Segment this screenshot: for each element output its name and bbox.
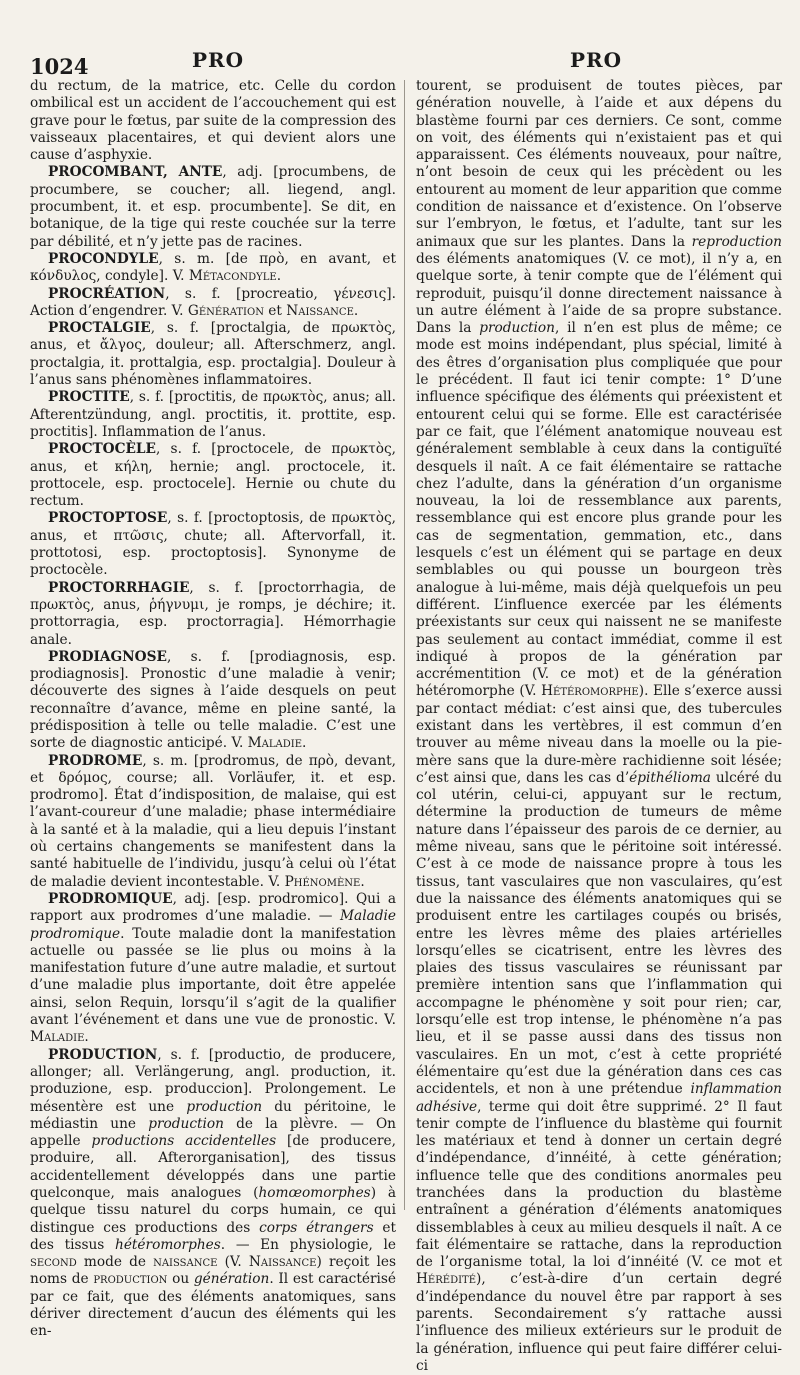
entry-text: du péritoine, le médiastin une xyxy=(30,1098,396,1132)
entry-text: mode de xyxy=(76,1254,154,1271)
entry-text: production xyxy=(148,1115,224,1132)
entry-text: , adj. [esp. prodromico]. Qui a rapport aux prodromes d’une maladie. — xyxy=(30,890,396,925)
entry-text: tourent, se produisent de toutes pièces, par génération nouvelle, à l’aide et aux dépens du blastème fourni par ces derniers. Ce sont, comme on voit, des éléments qui n’existaient pas et qui apparaissent. Ces éléments nouveaux, pour naître, n’ont besoin de ceux qui les précèdent ou les entourent au moment de leur apparition que comme condition de naissance et d’existence. On l’observe sur l’embryon, le fœtus, et l’adulte, tant sur les animaux que sur les plantes. Dans la xyxy=(416,78,782,250)
dictionary-entry xyxy=(30,753,396,891)
entry-headword: PROCRÉATION xyxy=(48,285,166,302)
entry-headword: PRODROMIQUE xyxy=(48,890,173,907)
entry-text: ), c’est-à-dire d’un certain degré d’indépendance du nouvel être par rapport à ses parents. Secondairement s’y rattache aussi l’influence des milieux extérieurs sur le produit de la génération, influence qui peut faire différer celui-ci xyxy=(416,1271,782,1374)
entry-text: , s. f. [proctoptosis, de πρωκτὸς, anus, et πτῶσις, chute; all. Aftervorfall, it. prottotosi, esp. proctoptosis]. Synonyme de proctocèle. xyxy=(30,510,396,579)
entry-text: , il n’en est plus de même; ce mode est moins indépendant, plus spécial, limité à des êtres d’organisation plus compliquée que pour le précédent. Il faut ici tenir compte: 1° D’une influence spécifique des éléments qui préexistent et entourent celui qui se forme. Elle est caractérisée par ce fait, que l’élément anatomique nouveau est généralement semblable à ceux dans la contiguïté desquels il naît. A ce fait élémentaire se rattache chez l’adulte, dans la génération d’un organisme nouveau, la loi de ressemblance aux parents, ressemblance qui est encore plus grande pour les cas de segmentation, gemmation, etc., dans lesquels c’est un élément qui se partage en deux semblables ou qui pousse un bourgeon très analogue à lui-même, mais déjà quelquefois un peu différent. L’influence exercée par les éléments préexistants sur ceux qui naissent ne se manifeste pas seulement au contact immédiat, comme il est indiqué à propos de la génération par accrémentition (V. ce mot) et de la génération hétéromorphe (V. xyxy=(416,320,782,700)
running-head-left: PRO xyxy=(192,48,245,72)
entry-text: Métacondyle xyxy=(188,268,277,285)
entry-text: ) à quelque tissu naturel du corps humain, ce qui distingue ces productions des xyxy=(30,1185,396,1236)
entry-text: ou xyxy=(167,1271,194,1288)
entry-text: , s. f. [productio, de producere, allonger; all. Verlängerung, angl. production, it. produzione, esp. produccion]. Prolongement. Le mésentère est une xyxy=(30,1046,396,1115)
entry-text: . xyxy=(353,302,359,319)
entry-headword: PRODUCTION xyxy=(48,1046,158,1063)
entry-text: homœomorphes xyxy=(258,1185,371,1201)
dictionary-entry xyxy=(30,441,396,510)
entry-text: (V. xyxy=(217,1254,249,1271)
right-column xyxy=(416,78,782,1375)
entry-headword: PROCTOPTOSE xyxy=(48,510,168,527)
left-column xyxy=(30,78,396,1341)
entry-text: . Il est caractérisé par ce fait, que des éléments anatomiques, sans dériver directement d’aucun des éléments qui les en- xyxy=(30,1271,396,1340)
dictionary-entry xyxy=(30,389,396,441)
entry-text: corps étrangers xyxy=(259,1219,374,1236)
continued-paragraph xyxy=(416,78,782,1375)
entry-text: reproduction xyxy=(691,233,782,250)
entry-text: ulcéré du col utérin, celui-ci, appuyant sur le rectum, détermine la production de tumeurs de même nature dans l’épaisseur des parois de ce dernier, au même niveau, sans que le péritoine soit intéressé. C’est à ce mode de naissance propre à tous les tissus, tant vasculaires que non vasculaires, qu’est due la naissance des éléments anatomiques qui se produisent entre les cartilages coupés ou brisés, entre les lèvres même des plaies artérielles lorsqu’elles se cicatrisent, entre les lèvres des plaies des tissus vasculaires se réunissant par première intention sans que l’inflammation qui accompagne le phénomène y soit pour rien; car, lorsqu’elle est trop intense, le phénomène n’a pas lieu, et il se passe aussi dans des tissus non vasculaires. En un mot, c’est à cette propriété élémentaire qu’est due la génération dans ces cas accidentels, et non à une prétendue xyxy=(416,769,782,1098)
entry-text: des éléments anatomiques (V. ce mot), il n’y a, en quelque sorte, à tenir compte que de l’élément qui reproduit, puisqu’il donne directement naissance à un autre élément à l’aide de sa propre substance. Dans la xyxy=(416,250,782,337)
dictionary-entry xyxy=(30,286,396,321)
dictionary-entry xyxy=(30,891,396,1047)
entry-text: et xyxy=(263,302,287,319)
entry-text: Maladie prodromique xyxy=(30,908,396,942)
dictionary-entry xyxy=(30,1047,396,1341)
entry-text: Hérédité xyxy=(416,1271,477,1288)
entry-text: Phénomène xyxy=(284,873,361,890)
entry-text: , terme qui doit être supprimé. 2° Il faut tenir compte de l’influence du blastème qui fournit les matériaux et tend à donner un certain degré d’indépendance, d’innéité, à cette génération; influence telle que des conditions anormales peu tranchées dans la production du blastème entraînent a génération d’éléments anatomiques dissemblables à ceux au milieu desquels il naît. A ce fait élémentaire se rattache, dans la reproduction de l’organisme total, la loi d’innéité (V. ce mot et xyxy=(416,1098,782,1271)
entry-headword: PROCTOCÈLE xyxy=(48,441,156,458)
entry-headword: PROCOMBANT, ANTE xyxy=(48,164,223,181)
entry-text: naissance xyxy=(153,1254,218,1271)
entry-text: de la plèvre. — On appelle xyxy=(30,1115,396,1150)
entry-text: ) reçoit les noms de xyxy=(30,1254,396,1288)
entry-text: [de producere, produire, all. Afterorganisation], des tissus accidentellement développés dans une partie quelconque, mais analogues ( xyxy=(30,1133,396,1201)
entry-text: production xyxy=(186,1098,263,1115)
dictionary-entry xyxy=(30,164,396,250)
entry-text: . xyxy=(302,735,307,752)
entry-headword: PROCTORRHAGIE xyxy=(48,579,190,596)
page-number: 1024 xyxy=(30,54,89,79)
dictionary-entry xyxy=(30,510,396,579)
entry-text: Hétéromorphe xyxy=(541,683,639,700)
entry-text: , s. f. [proctocele, de πρωκτὸς, anus, et κήλη, hernie; angl. proctocele, it. prottocele, esp. proctocele]. Hernie ou chute du rectum. xyxy=(30,441,396,510)
entry-text: inflammation adhésive xyxy=(416,1081,782,1115)
dictionary-entry xyxy=(30,251,396,286)
entry-text: , adj. [procumbens, de procumbere, se coucher; all. liegend, angl. procumbent, it. et esp. procumbente]. Se dit, en botanique, de la tige qui reste couchée sur la terre par débilité, et n’y jette pas de racines. xyxy=(30,164,397,250)
entry-text: second xyxy=(30,1254,77,1271)
dictionary-entry xyxy=(30,580,396,649)
continued-paragraph xyxy=(30,78,396,164)
entry-text: . xyxy=(360,873,365,890)
entry-headword: PROCTALGIE xyxy=(48,320,151,337)
entry-text: , s. f. [proctalgia, de πρωκτὸς, anus, et ἄλγος, douleur; all. Afterschmerz, angl. proctalgia, it. prottalgia, esp. proctalgia]. Douleur à l’anus sans phénomènes inflammatoires. xyxy=(30,320,396,389)
entry-text: . — En physiologie, le xyxy=(220,1236,396,1253)
entry-text: production xyxy=(479,320,555,337)
entry-text: épithélioma xyxy=(629,769,711,786)
entry-text: et des tissus xyxy=(30,1219,396,1253)
entry-text: , s. f. [prodiagnosis, esp. prodiagnosis]. Pronostic d’une maladie à venir; découverte des signes à l’aide desquels on peut reconnaître d’avance, même en pleine santé, la prédisposition à telle ou telle maladie. C’est une sorte de diagnostic anticipé. V. xyxy=(30,648,396,752)
running-head-right: PRO xyxy=(570,48,623,72)
entry-text: Naissance xyxy=(248,1254,317,1271)
entry-text: . xyxy=(276,268,282,285)
entry-headword: PROCTITE xyxy=(48,389,130,406)
dictionary-entry xyxy=(30,320,396,389)
entry-text: Maladie xyxy=(247,735,303,752)
entry-text: productions accidentelles xyxy=(91,1133,277,1150)
entry-headword: PRODROME xyxy=(48,752,143,769)
entry-text: Génération xyxy=(187,302,264,319)
entry-headword: PROCONDYLE xyxy=(48,250,159,267)
entry-text: ). Elle s’exerce aussi par contact médiat: c’est ainsi que, des tubercules existant dans les vertèbres, il est commun d’en trouver au même niveau dans la moelle ou la pie-mère sans que la dure-mère rachidienne soit lésée; c’est ainsi que, dans les cas d’ xyxy=(416,683,782,786)
entry-text: génération xyxy=(193,1271,270,1288)
entry-text: , s. f. [proctorrhagia, de πρωκτὸς, anus, ῥήγνυμι, je romps, je déchire; it. prottorragia, esp. proctorragia]. Hémorrhagie anale. xyxy=(30,579,396,648)
entry-text: hétéromorphes xyxy=(115,1236,221,1253)
entry-text: Naissance xyxy=(286,302,354,319)
entry-text: . Toute maladie dont la manifestation actuelle ou passée se lie plus ou moins à la manifestation future d’une autre maladie, et surtout d’une maladie plus importante, doit être appelée ainsi, selon Requin, lorsqu’il s’agit de la qualifier avant l’événement et dans une vue de pronostic. V. xyxy=(30,925,396,1029)
column-divider xyxy=(404,80,405,1210)
entry-headword: PRODIAGNOSE xyxy=(48,648,167,665)
dictionary-entry xyxy=(30,649,396,753)
entry-text: production xyxy=(93,1271,168,1288)
entry-text: , s. m. [prodromus, de πρὸ, devant, et δρόμος, course; all. Vorläufer, it. et esp. prodromo]. État d’indisposition, de malaise, qui est l’avant-coureur d’une maladie; phase intermédiaire à la santé et à la maladie, qui a lieu depuis l’instant où certains changements se manifestent dans la santé habituelle de l’individu, jusqu’à celui où l’état de maladie devient incontestable. V. xyxy=(30,752,396,890)
entry-text: Maladie xyxy=(30,1029,85,1046)
page-header xyxy=(30,48,782,78)
entry-text: . xyxy=(84,1029,89,1046)
entry-text: , s. f. [proctitis, de πρωκτὸς, anus; all. Afterentzündung, angl. proctitis, it. prottite, esp. proctitis]. Inflammation de l’anus. xyxy=(30,389,396,440)
entry-text: , s. f. [procreatio, γένεσις]. Action d’engendrer. V. xyxy=(30,285,396,319)
entry-text: , s. m. [de πρὸ, en avant, et κόνδυλος, condyle]. V. xyxy=(30,250,396,285)
entry-text: du rectum, de la matrice, etc. Celle du cordon ombilical est un accident de l’accouchement qui est grave pour le fœtus, par suite de la compression des vaisseaux placentaires, et qui devient alors une cause d’asphyxie. xyxy=(30,78,396,164)
